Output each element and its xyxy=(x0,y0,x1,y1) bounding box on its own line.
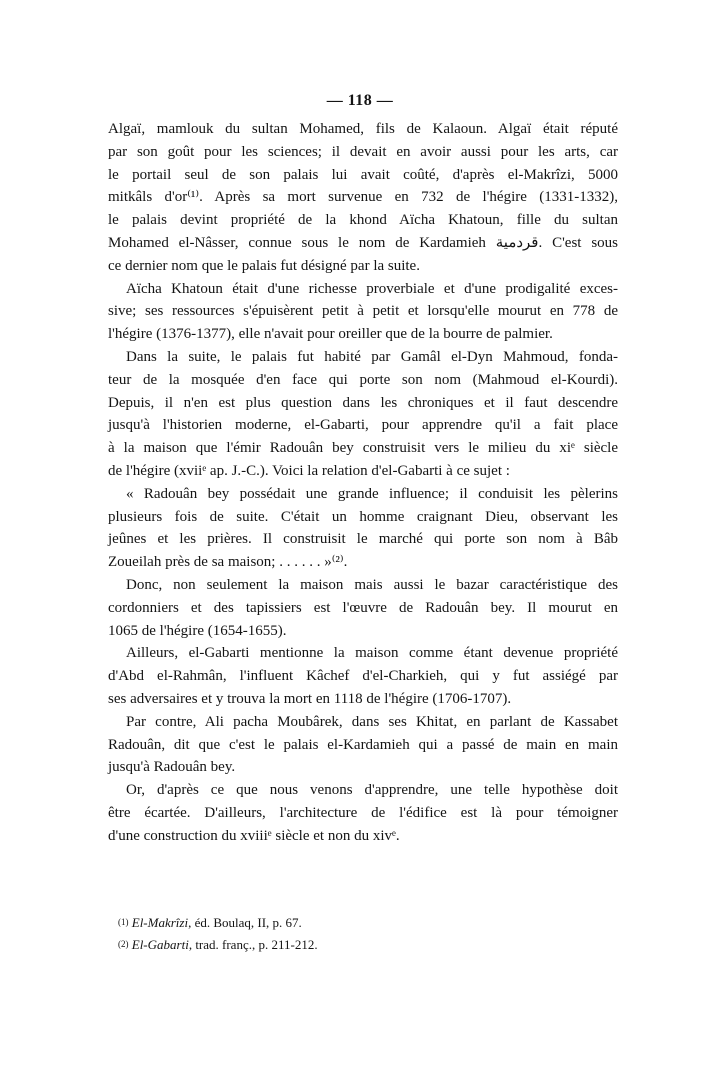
text-line: Depuis, il n'en est plus question dans les chroniques et il faut descendre xyxy=(108,394,618,411)
text-line: jeûnes et les prières. Il construisit le marché qui porte son nom à Bâb xyxy=(108,531,618,548)
text-line: Algaï, mamlouk du sultan Mohamed, fils de Kalaoun. Algaï était réputé xyxy=(108,121,618,137)
text-line: Ailleurs, el-Gabarti mentionne la maison comme étant devenue propriété xyxy=(126,645,618,662)
page-number: — 118 — xyxy=(326,92,394,109)
text-line: Or, d'après ce que nous venons d'apprendre, une telle hypothèse doit xyxy=(126,782,618,799)
text-line: Radouân, dit que c'est le palais el-Kardamieh qui a passé de main en main xyxy=(108,736,618,753)
text-line: ses adversaires et y trouva la mort en 1118 de l'hégire (1706-1707). xyxy=(108,690,512,707)
text-line: Par contre, Ali pacha Moubârek, dans ses Khitat, en parlant de Kassabet xyxy=(126,713,618,730)
footnote-marker: (1) xyxy=(118,917,129,927)
footnote-reference: , trad. franç., p. 211-212. xyxy=(188,937,318,952)
text-line: d'Abd el-Rahmân, l'influent Kâchef d'el-Charkieh, qui y fut assiégé par xyxy=(108,668,618,685)
text-line: de l'hégire (xviiᵉ ap. J.-C.). Voici la relation d'el-Gabarti à ce sujet : xyxy=(108,462,510,479)
text-line: Aïcha Khatoun était d'une richesse proverbiale et d'une prodigalité exces- xyxy=(126,280,618,297)
text-line: à la maison que l'émir Radouân bey construisit vers le milieu du xiᵉ siècle xyxy=(108,440,618,457)
footnote-source: El-Gabarti xyxy=(131,937,189,952)
footnote xyxy=(118,934,618,956)
text-line: Dans la suite, le palais fut habité par Gamâl el-Dyn Mahmoud, fonda- xyxy=(126,348,618,365)
text-line: d'une construction du xviiiᵉ siècle et non du xivᵉ. xyxy=(108,827,400,844)
text-line: jusqu'à Radouân bey. xyxy=(108,759,236,776)
text-line: Mohamed el-Nâsser, connue sous le nom de Kardamieh قردمية. C'est sous xyxy=(108,234,618,251)
text-line: cordonniers et des tapissiers est l'œuvre de Radouân bey. Il mourut en xyxy=(108,599,618,616)
text-line: mitkâls d'or⁽¹⁾. Après sa mort survenue en 732 de l'hégire (1331-1332), xyxy=(108,189,618,206)
text-line: Donc, non seulement la maison mais aussi le bazar caractéristique des xyxy=(126,576,618,593)
text-line: « Radouân bey possédait une grande influence; il conduisit les pèlerins xyxy=(126,485,618,502)
text-line: le palais devint propriété de la khond Aïcha Khatoun, fille du sultan xyxy=(108,212,618,229)
footnote xyxy=(118,912,618,934)
body-text xyxy=(108,118,618,848)
text-line: plusieurs fois de suite. C'était un homme craignant Dieu, observant les xyxy=(108,508,618,525)
text-line: Zoueilah près de sa maison; . . . . . . »⁽²⁾. xyxy=(108,554,348,571)
text-line: être écartée. D'ailleurs, l'architecture de l'édifice est là pour témoigner xyxy=(108,804,618,821)
text-line: teur de la mosquée d'en face qui porte son nom (Mahmoud el-Kourdi). xyxy=(108,371,618,388)
text-line: par son goût pour les sciences; il devait en avoir aussi pour les arts, car xyxy=(108,143,618,160)
text-line: le portail seul de son palais lui avait coûté, d'après el-Makrîzi, 5000 xyxy=(108,166,618,183)
text-line: l'hégire (1376-1377), elle n'avait pour oreiller que de la bourre de palmier. xyxy=(108,326,553,343)
footnote-marker: (2) xyxy=(118,939,129,949)
footnote-reference: , éd. Boulaq, II, p. 67. xyxy=(188,915,302,930)
text-line: jusqu'à l'historien moderne, el-Gabarti, pour apprendre qu'il a fait place xyxy=(108,417,618,434)
text-line: 1065 de l'hégire (1654-1655). xyxy=(108,622,287,639)
text-line: ce dernier nom que le palais fut désigné par la suite. xyxy=(108,257,420,274)
text-line: sive; ses ressources s'épuisèrent petit à petit et lorsqu'elle mourut en 778 de xyxy=(108,303,618,320)
footnotes xyxy=(118,912,618,956)
footnote-source: El-Makrîzi xyxy=(131,915,189,930)
